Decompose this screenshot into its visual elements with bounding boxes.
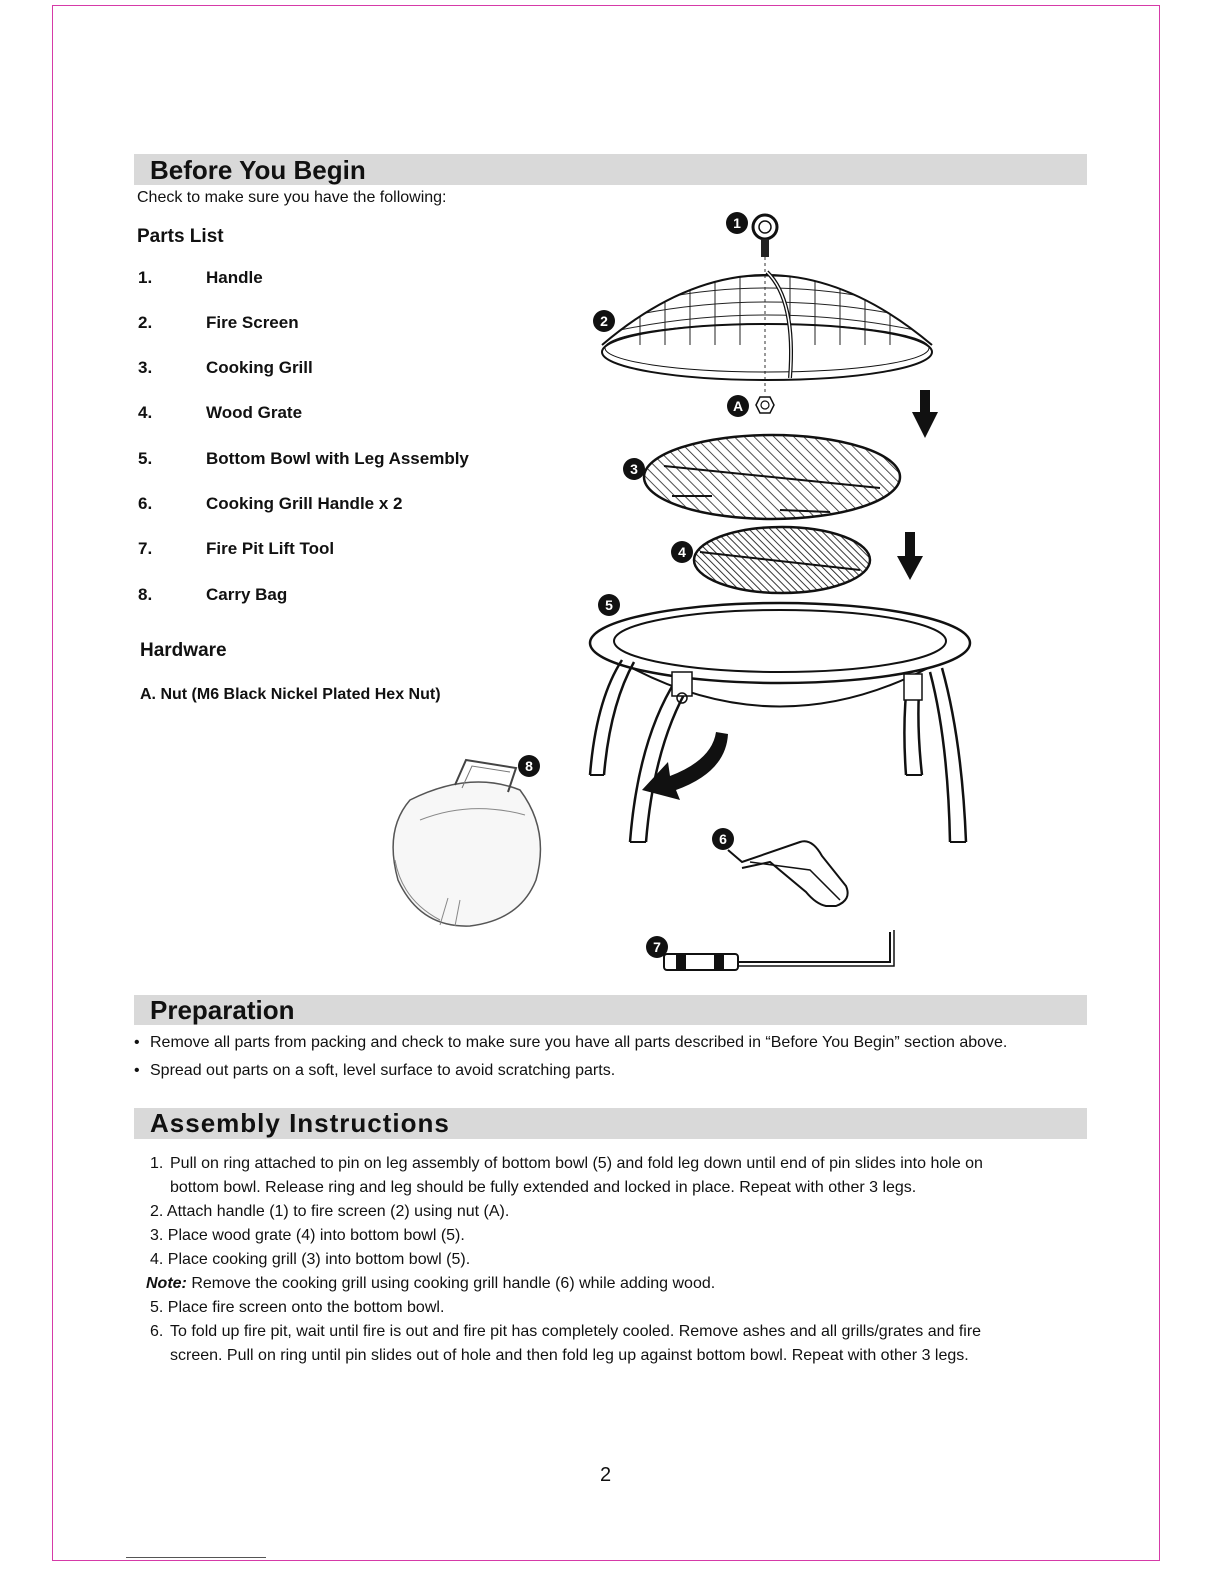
bullet-text: Spread out parts on a soft, level surface to avoid scratching parts. bbox=[150, 1062, 616, 1079]
callout-label: 1 bbox=[733, 215, 741, 231]
step-3: 3. Place wood grate (4) into bottom bowl (5). bbox=[150, 1227, 465, 1244]
step-6 bbox=[150, 1320, 1070, 1344]
grill-handle-part bbox=[728, 841, 848, 906]
callout-4 bbox=[671, 541, 693, 563]
section-title: Before You Begin bbox=[150, 155, 366, 185]
list-item bbox=[134, 1062, 615, 1080]
part-number: 7. bbox=[138, 539, 153, 558]
cooking-grill-part bbox=[644, 435, 900, 519]
part-name: Cooking Grill Handle x 2 bbox=[206, 494, 403, 513]
part-number: 3. bbox=[138, 358, 153, 377]
callout-label: 3 bbox=[630, 461, 638, 477]
nut-part bbox=[756, 397, 774, 413]
footnote-rule bbox=[126, 1557, 266, 1558]
step-5: 5. Place fire screen onto the bottom bowl. bbox=[150, 1299, 445, 1316]
callout-label: 4 bbox=[678, 544, 686, 560]
callout-5 bbox=[598, 594, 620, 616]
bottom-bowl-part bbox=[590, 603, 970, 842]
note-text: Remove the cooking grill using cooking grill handle (6) while adding wood. bbox=[191, 1275, 716, 1292]
step-2: 2. Attach handle (1) to fire screen (2) using nut (A). bbox=[150, 1203, 510, 1220]
page-number: 2 bbox=[600, 1464, 612, 1486]
part-number: 2. bbox=[138, 313, 153, 332]
callout-label: 7 bbox=[653, 939, 661, 955]
intro-text: Check to make sure you have the following: bbox=[137, 189, 447, 206]
hardware-heading: Hardware bbox=[140, 640, 227, 661]
assembly-steps bbox=[146, 1152, 1070, 1368]
note-label: Note: bbox=[146, 1275, 187, 1292]
callout-7 bbox=[646, 936, 668, 958]
wood-grate-part bbox=[694, 527, 870, 593]
callout-1 bbox=[726, 212, 748, 234]
part-name: Fire Pit Lift Tool bbox=[206, 539, 335, 558]
step-text: To fold up fire pit, wait until fire is out and fire pit has completely cooled. Remove ashes and all grills/grates and fire bbox=[170, 1323, 982, 1340]
parts-list-heading: Parts List bbox=[137, 226, 224, 247]
step-number: 6. bbox=[150, 1323, 164, 1340]
step-number: 1. bbox=[150, 1155, 164, 1172]
preparation-header bbox=[134, 995, 1087, 1025]
callout-label: 6 bbox=[719, 831, 727, 847]
part-number: 5. bbox=[138, 449, 153, 468]
callout-label: 2 bbox=[600, 313, 608, 329]
down-arrow-icon bbox=[897, 532, 923, 580]
down-arrow-icon bbox=[912, 390, 938, 438]
callout-3 bbox=[623, 458, 645, 480]
step-1-continued: bottom bowl. Release ring and leg should be fully extended and locked in place. Repeat with other 3 legs. bbox=[170, 1179, 917, 1196]
callout-8 bbox=[518, 755, 540, 777]
handle-part bbox=[753, 215, 777, 395]
step-text: Pull on ring attached to pin on leg assembly of bottom bowl (5) and fold leg down until end of pin slides into hole on bbox=[170, 1155, 983, 1172]
part-name: Cooking Grill bbox=[206, 358, 313, 377]
hardware-item: A. Nut (M6 Black Nickel Plated Hex Nut) bbox=[140, 686, 441, 703]
list-item bbox=[134, 1034, 1007, 1052]
part-number: 1. bbox=[138, 268, 153, 287]
part-number: 4. bbox=[138, 403, 153, 422]
part-name: Bottom Bowl with Leg Assembly bbox=[206, 449, 469, 468]
carry-bag-part bbox=[393, 760, 540, 926]
callout-a bbox=[727, 395, 749, 417]
step-1 bbox=[150, 1152, 1070, 1176]
step-6-continued: screen. Pull on ring until pin slides out of hole and then fold leg up against bottom bowl. Repeat with other 3 legs. bbox=[170, 1347, 969, 1364]
bullet-icon: • bbox=[134, 1034, 140, 1051]
fire-screen-part bbox=[602, 250, 932, 380]
step-4: 4. Place cooking grill (3) into bottom bowl (5). bbox=[150, 1251, 471, 1268]
section-title: Assembly Instructions bbox=[150, 1108, 450, 1138]
assembly-header bbox=[134, 1108, 1087, 1139]
section-title: Preparation bbox=[150, 995, 295, 1025]
callout-2 bbox=[593, 310, 615, 332]
part-name: Wood Grate bbox=[206, 403, 303, 422]
fold-arrow-icon bbox=[642, 732, 728, 800]
callout-6 bbox=[712, 828, 734, 850]
callout-label: 5 bbox=[605, 597, 613, 613]
part-number: 8. bbox=[138, 585, 153, 604]
lift-tool-part bbox=[664, 930, 894, 970]
note bbox=[146, 1272, 1070, 1296]
part-name: Carry Bag bbox=[206, 585, 288, 604]
part-name: Fire Screen bbox=[206, 313, 299, 332]
part-name: Handle bbox=[206, 268, 263, 287]
bullet-icon: • bbox=[134, 1062, 140, 1079]
part-number: 6. bbox=[138, 494, 153, 513]
callout-label: 8 bbox=[525, 758, 533, 774]
callout-label: A bbox=[732, 398, 744, 414]
bullet-text: Remove all parts from packing and check to make sure you have all parts described in “Before You Begin” section above. bbox=[150, 1034, 1008, 1051]
